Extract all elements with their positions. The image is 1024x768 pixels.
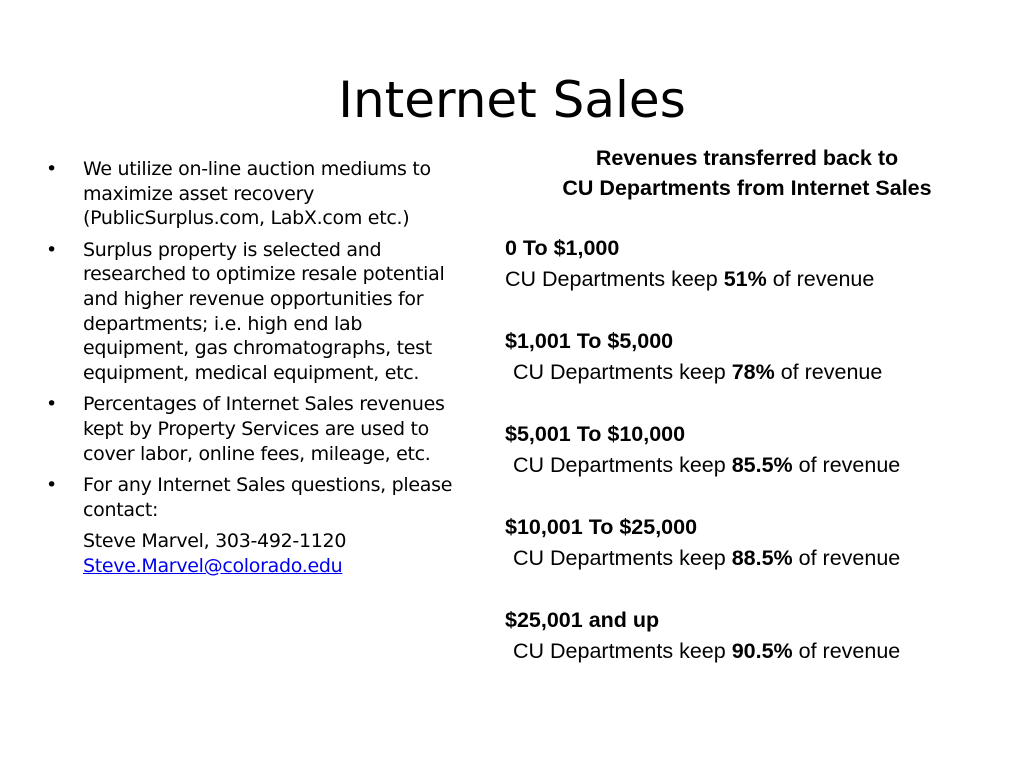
tier-desc-prefix: CU Departments keep: [513, 360, 726, 384]
tier-percent: 85.5%: [731, 453, 793, 477]
tier-range: $5,001 To $10,000: [505, 422, 686, 446]
tier-desc-suffix: of revenue: [798, 639, 901, 663]
bullet-text: We utilize on-line auction mediums to maximize asset recovery (PublicSurplus.com, LabX.com etc.): [83, 158, 431, 230]
tier-description: [505, 264, 1005, 295]
bullet-marker: •: [46, 474, 57, 497]
bullet-item: [42, 157, 472, 231]
revenue-column: [505, 143, 1005, 667]
slide-title: Internet Sales: [338, 71, 686, 129]
tier-description: [505, 543, 1005, 574]
tier-description: [505, 450, 1005, 481]
left-column: [42, 157, 472, 579]
tier-desc-suffix: of revenue: [798, 453, 901, 477]
revenue-tier: [505, 512, 1005, 574]
revenue-tier: [505, 233, 1005, 295]
tier-range: $10,001 To $25,000: [505, 515, 698, 539]
bullet-text: Percentages of Internet Sales revenues kept by Property Services are used to cover labor, online fees, mileage, etc.: [83, 393, 445, 465]
tier-desc-suffix: of revenue: [798, 546, 901, 570]
tier-desc-prefix: CU Departments keep: [513, 453, 726, 477]
bullet-item: [42, 473, 472, 522]
tier-range: $1,001 To $5,000: [505, 329, 674, 353]
tier-percent: 51%: [723, 267, 767, 291]
revenue-heading-line2: CU Departments from Internet Sales: [562, 176, 932, 200]
tier-percent: 88.5%: [731, 546, 793, 570]
contact-name-phone: Steve Marvel, 303-492-1120: [83, 530, 347, 553]
tier-desc-suffix: of revenue: [780, 360, 883, 384]
bullet-list: [42, 157, 472, 522]
tier-range: $25,001 and up: [505, 608, 660, 632]
bullet-item: [42, 392, 472, 466]
tier-desc-prefix: CU Departments keep: [513, 639, 726, 663]
tier-description: [505, 357, 1005, 388]
tier-range: 0 To $1,000: [505, 236, 620, 260]
contact-email-link[interactable]: Steve.Marvel@colorado.edu: [83, 554, 343, 577]
tier-percent: 90.5%: [731, 639, 793, 663]
contact-block: [42, 529, 472, 578]
tier-desc-prefix: CU Departments keep: [513, 546, 726, 570]
tier-description: [505, 636, 1005, 667]
revenue-tier: [505, 326, 1005, 388]
revenue-heading: [505, 143, 989, 203]
bullet-item: [42, 238, 472, 386]
tier-desc-prefix: CU Departments keep: [505, 267, 718, 291]
revenue-tier: [505, 605, 1005, 667]
revenue-heading-line1: Revenues transferred back to: [595, 146, 899, 170]
bullet-text: Surplus property is selected and researched to optimize resale potential and higher revenue opportunities for departments; i.e. high end lab equipment, gas chromatographs, test equipment, medical equipment, etc.: [83, 238, 445, 384]
bullet-marker: •: [46, 393, 57, 416]
revenue-tier: [505, 419, 1005, 481]
bullet-text: For any Internet Sales questions, please contact:: [83, 474, 453, 521]
bullet-marker: •: [46, 158, 57, 180]
bullet-marker: •: [46, 238, 57, 261]
tier-percent: 78%: [731, 360, 775, 384]
tier-desc-suffix: of revenue: [772, 267, 875, 291]
